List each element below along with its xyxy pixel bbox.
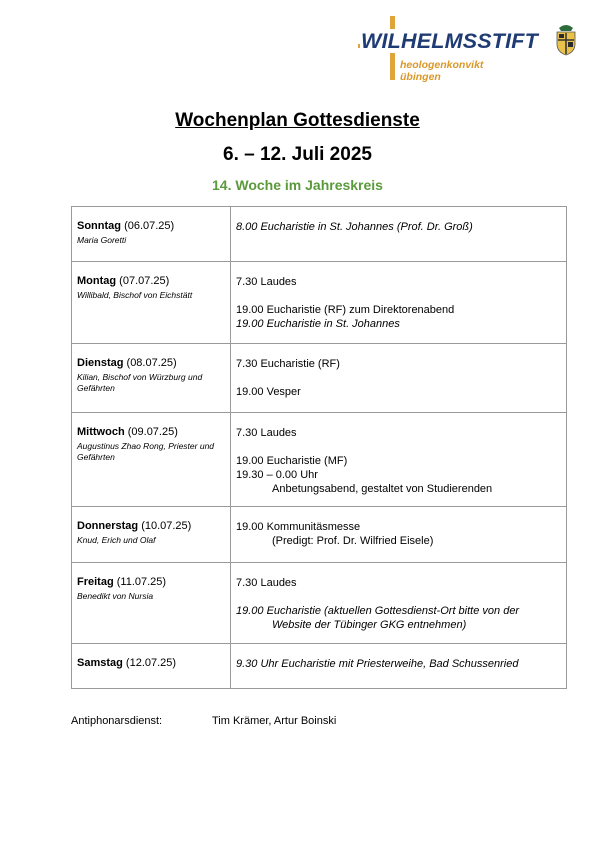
- service-entry: 19.00 Eucharistie (aktuellen Gottesdienst-Ort bitte von der: [236, 605, 520, 617]
- day-cell: [72, 344, 231, 413]
- saint-of-day: Willibald, Bischof von Eichstätt: [77, 290, 193, 300]
- service-entry: 19.30 – 0.00 Uhr: [236, 469, 318, 481]
- day-name: Freitag: [77, 576, 114, 588]
- service-entry: 7.30 Laudes: [236, 427, 297, 439]
- day-heading: [77, 357, 225, 369]
- day-date: (07.07.25): [119, 275, 170, 287]
- logo-subtitle-1: heologenkonvikt: [400, 59, 484, 71]
- events-cell: [231, 644, 567, 689]
- saint-of-day: Maria Goretti: [77, 235, 127, 245]
- service-entry: 19.00 Eucharistie (RF) zum Direktorenabend: [236, 304, 455, 316]
- day-cell: [72, 207, 231, 262]
- day-name: Donnerstag: [77, 520, 139, 532]
- events-cell: [231, 413, 567, 507]
- schedule-row: [72, 262, 567, 344]
- events-cell: [231, 344, 567, 413]
- logo-subtitle-2: übingen: [400, 71, 441, 83]
- service-entry: 19.00 Eucharistie in St. Johannes: [236, 318, 400, 330]
- service-entry: 7.30 Laudes: [236, 276, 297, 288]
- day-date: (11.07.25): [116, 576, 167, 588]
- service-entry: 9.30 Uhr Eucharistie mit Priesterweihe, Bad Schussenried: [236, 658, 519, 670]
- day-heading: [77, 275, 225, 287]
- schedule-row: [72, 344, 567, 413]
- antiphonar-label: Antiphonarsdienst:: [71, 715, 163, 727]
- antiphonar-names: Tim Krämer, Artur Boinski: [212, 715, 337, 727]
- schedule-row: [72, 207, 567, 262]
- events-cell: [231, 262, 567, 344]
- service-entry: 8.00 Eucharistie in St. Johannes (Prof. Dr. Groß): [236, 221, 473, 233]
- day-heading: [77, 576, 225, 588]
- events-cell: [231, 563, 567, 644]
- saint-of-day: Benedikt von Nursia: [77, 591, 154, 601]
- schedule-table: [71, 206, 567, 689]
- day-heading: [77, 220, 225, 232]
- page-title: Wochenplan Gottesdienste: [175, 110, 420, 131]
- service-entry: 19.00 Vesper: [236, 386, 301, 398]
- events-cell: [231, 207, 567, 262]
- day-heading: [77, 657, 225, 669]
- day-date: (08.07.25): [126, 357, 177, 369]
- schedule-row: [72, 644, 567, 689]
- day-cell: [72, 413, 231, 507]
- day-cell: [72, 262, 231, 344]
- service-entry: 7.30 Eucharistie (RF): [236, 358, 340, 370]
- day-date: (09.07.25): [127, 426, 178, 438]
- coat-of-arms-icon: [553, 22, 579, 56]
- service-entry: (Predigt: Prof. Dr. Wilfried Eisele): [272, 535, 434, 547]
- day-name: Samstag: [77, 657, 123, 669]
- day-name: Montag: [77, 275, 117, 287]
- schedule-row: [72, 507, 567, 563]
- day-cell: [72, 507, 231, 563]
- day-cell: [72, 644, 231, 689]
- day-date: (06.07.25): [124, 220, 175, 232]
- saint-of-day: Knud, Erich und Olaf: [77, 535, 156, 545]
- day-name: Sonntag: [77, 220, 121, 232]
- day-cell: [72, 563, 231, 644]
- liturgical-week: 14. Woche im Jahreskreis: [212, 177, 383, 193]
- service-entry: 19.00 Kommunitäsmesse: [236, 521, 361, 533]
- day-name: Dienstag: [77, 357, 124, 369]
- date-range: 6. – 12. Juli 2025: [223, 144, 372, 165]
- schedule-row: [72, 563, 567, 644]
- service-entry: 19.00 Eucharistie (MF): [236, 455, 348, 467]
- events-cell: [231, 507, 567, 563]
- saint-of-day: Augustinus Zhao Rong, Priester und Gefährten: [77, 441, 215, 462]
- service-entry: 7.30 Laudes: [236, 577, 297, 589]
- day-heading: [77, 426, 225, 438]
- schedule-row: [72, 413, 567, 507]
- service-entry: Website der Tübinger GKG entnehmen): [272, 619, 467, 631]
- service-entry: Anbetungsabend, gestaltet von Studierenden: [272, 483, 493, 495]
- saint-of-day: Kilian, Bischof von Würzburg und Gefährten: [77, 372, 203, 393]
- day-name: Mittwoch: [77, 426, 125, 438]
- wilhelmsstift-logo: [354, 14, 544, 84]
- day-date: (10.07.25): [141, 520, 192, 532]
- day-date: (12.07.25): [125, 657, 177, 669]
- logo-name: WILHELMSSTIFT: [361, 29, 538, 53]
- day-heading: [77, 520, 225, 532]
